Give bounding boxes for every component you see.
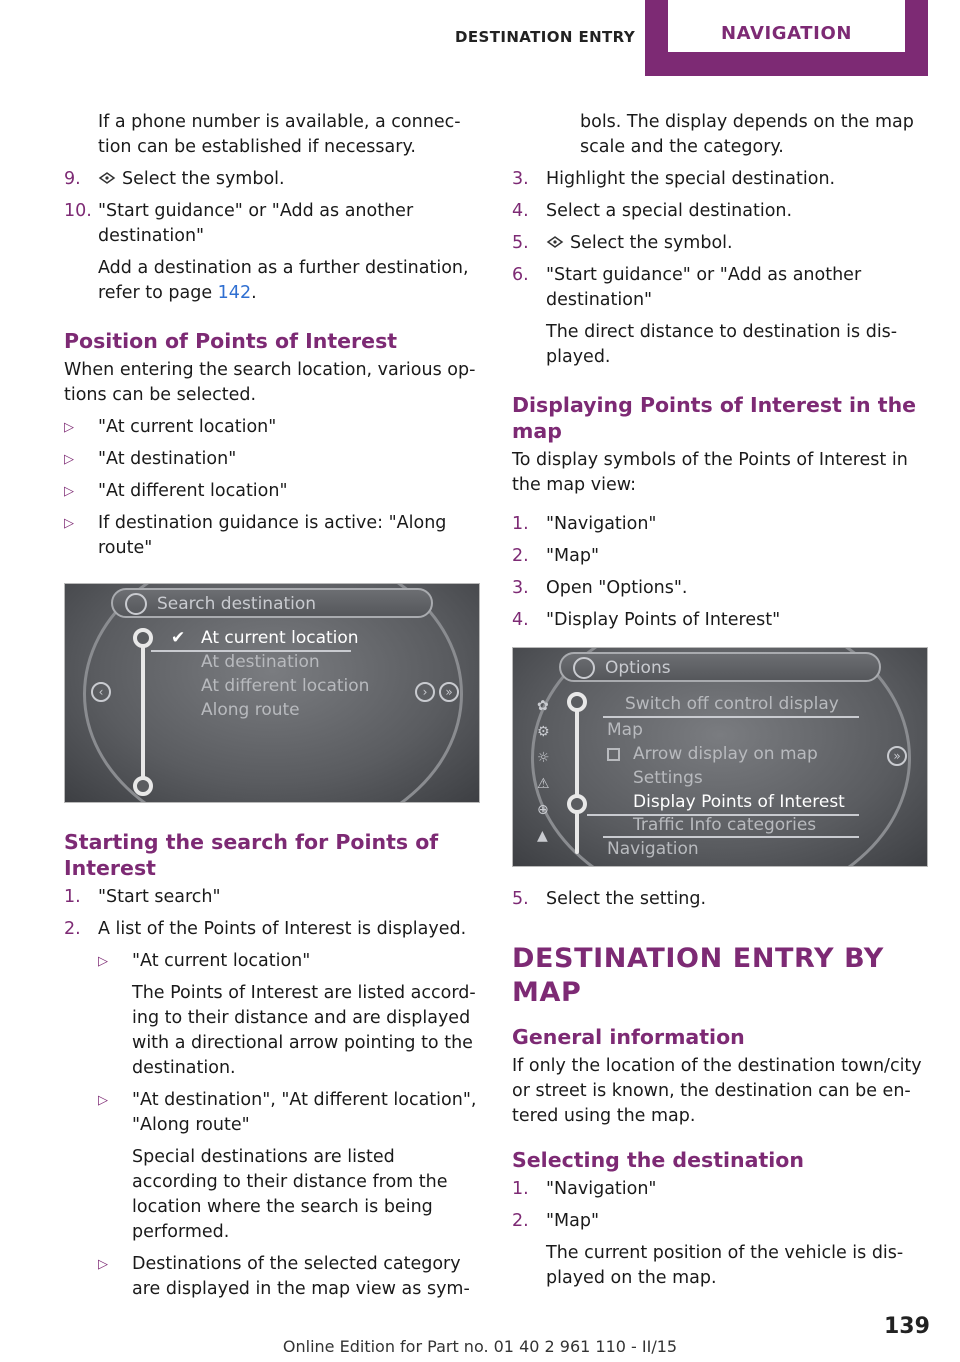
- search-step-2: 2. A list of the Points of Interest is displayed.: [64, 919, 467, 939]
- step-number: 10.: [64, 201, 92, 221]
- warning-icon: ⚠: [537, 776, 550, 792]
- left-arrow-icon: ‹: [91, 682, 111, 702]
- triangle-bullet-icon: ▷: [98, 1093, 108, 1108]
- search-poi-heading: Starting the search for Points of Interest: [64, 830, 439, 880]
- step-5: 5. Select the symbol.: [512, 233, 733, 253]
- step-4: 4. Select a special destination.: [512, 201, 793, 221]
- controller-knob-bottom: [133, 776, 153, 796]
- selecting-destination-heading: Selecting the destination: [512, 1148, 804, 1172]
- intro-continuation: If a phone number is available, a connec‐tion can be established if necessary.: [98, 112, 461, 157]
- checkbox-icon[interactable]: [607, 748, 620, 761]
- poi-position-text: When entering the search location, various op‐tions can be selected.: [64, 360, 476, 405]
- right-arrow-icon: ›: [415, 682, 435, 702]
- step-text: "Start guidance" or "Add as another destination": [98, 201, 414, 246]
- compass-icon: ⊕: [537, 802, 549, 818]
- menu-item[interactable]: Settings: [633, 768, 703, 788]
- controller-knob-top: [133, 628, 153, 648]
- sub-list-desc: Special destinations are listed according to their distance from the location where the search is being performed.: [132, 1147, 448, 1242]
- check-icon: ✔: [171, 628, 186, 648]
- display-poi-heading: Displaying Points of Interest in the map: [512, 393, 917, 443]
- sun-icon: ☼: [537, 750, 550, 766]
- select-step-2-note: The current position of the vehicle is dis‐played on the map.: [546, 1243, 904, 1288]
- menu-section-map: Map: [607, 720, 643, 740]
- menu-item[interactable]: At destination: [201, 652, 320, 672]
- triangle-bullet-icon: ▷: [98, 1257, 108, 1272]
- right-column: [512, 110, 928, 1298]
- step-6-note: The direct distance to destination is dis‐played.: [546, 322, 898, 367]
- controller-track: [141, 636, 145, 786]
- display-poi-text: To display symbols of the Points of Interest in the map view:: [512, 450, 908, 495]
- display-step-1: 1. "Navigation": [512, 514, 657, 534]
- list-item: ▷ If destination guidance is active: "Along route": [64, 513, 447, 558]
- general-info-text: If only the location of the destination town/city or street is known, the destination can be en‐tered using the map.: [512, 1056, 922, 1126]
- menu-section-navigation: Navigation: [607, 839, 699, 859]
- screen-title: Search destination: [157, 594, 317, 614]
- page-reference-link[interactable]: 142: [217, 283, 252, 303]
- back-arrow-icon: [125, 593, 147, 615]
- step-3: 3. Highlight the special destination.: [512, 169, 836, 189]
- sub-list-item: ▷ Destinations of the selected category are displayed in the map view as sym‐: [98, 1254, 470, 1299]
- step-text: Select the symbol.: [122, 169, 285, 189]
- select-step-1: 1. "Navigation": [512, 1179, 657, 1199]
- controller-knob-top: [567, 692, 587, 712]
- controller-track: [575, 706, 579, 854]
- sub-list-desc: The Points of Interest are listed accord‐ing to their distance and are displayed with a directional arrow pointing to the destination.: [132, 983, 476, 1078]
- back-arrow-icon: [573, 657, 595, 679]
- step-10: [64, 199, 480, 249]
- screen-title: Options: [605, 658, 671, 678]
- list-item: ▷ "At different location": [64, 479, 480, 504]
- control-display-search-destination: [64, 583, 480, 803]
- triangle-bullet-icon: ▷: [64, 420, 74, 435]
- list-item: ▷ "At current location": [64, 415, 480, 440]
- symbol-icon: [98, 171, 116, 185]
- running-header-section: DESTINATION ENTRY: [455, 28, 636, 46]
- step-number: 9.: [64, 169, 81, 189]
- menu-item[interactable]: Along route: [201, 700, 300, 720]
- display-step-2: 2. "Map": [512, 546, 600, 566]
- display-step-3: 3. Open "Options".: [512, 578, 688, 598]
- triangle-bullet-icon: ▷: [64, 516, 74, 531]
- step-6: 6. "Start guidance" or "Add as another destination": [512, 265, 862, 310]
- menu-item[interactable]: Switch off control display: [625, 694, 839, 714]
- menu-item[interactable]: Traffic Info categories: [633, 815, 817, 835]
- display-step-4: 4. "Display Points of Interest": [512, 610, 781, 630]
- continuation-text: bols. The display depends on the map scale and the category.: [580, 112, 914, 157]
- triangle-bullet-icon: ▷: [64, 484, 74, 499]
- control-display-options: [512, 647, 928, 867]
- sub-list-item: ▷ "At current location": [98, 949, 480, 974]
- chapter-tab-label: NAVIGATION: [720, 23, 853, 44]
- poi-position-heading: Position of Points of Interest: [64, 329, 398, 353]
- step-10-note: Add a destination as a further destination, refer to page 142.: [98, 258, 469, 303]
- search-step-1: 1. "Start search": [64, 887, 221, 907]
- settings-icon: ⚙: [537, 724, 550, 740]
- destination-entry-by-map-heading: DESTINATION ENTRY BY MAP: [512, 943, 884, 1008]
- menu-item-selected[interactable]: Display Points of Interest: [633, 792, 845, 812]
- edition-footer: Online Edition for Part no. 01 40 2 961 110 - II/15: [282, 1337, 678, 1356]
- triangle-bullet-icon: ▷: [64, 452, 74, 467]
- display-step-5: 5. Select the setting.: [512, 889, 707, 909]
- menu-item-selected[interactable]: At current location: [201, 628, 359, 648]
- controller-knob-bottom: [567, 794, 587, 814]
- menu-item[interactable]: Arrow display on map: [633, 744, 818, 764]
- forward-icon: »: [887, 746, 907, 766]
- sub-list-item: ▷ "At destination", "At different location", "Along route": [98, 1090, 477, 1135]
- list-item: ▷ "At destination": [64, 447, 480, 472]
- select-step-2: 2. "Map": [512, 1211, 600, 1231]
- page-number: 139: [884, 1314, 930, 1339]
- forward-icon: »: [439, 682, 459, 702]
- navigation-icon: ▲: [537, 828, 548, 844]
- menu-item[interactable]: At different location: [201, 676, 370, 696]
- poi-category-icon: ✿: [537, 698, 549, 714]
- triangle-bullet-icon: ▷: [98, 954, 108, 969]
- left-column: [64, 110, 480, 1309]
- symbol-icon: [546, 235, 564, 249]
- general-info-heading: General information: [512, 1025, 745, 1049]
- step-9: [64, 167, 480, 192]
